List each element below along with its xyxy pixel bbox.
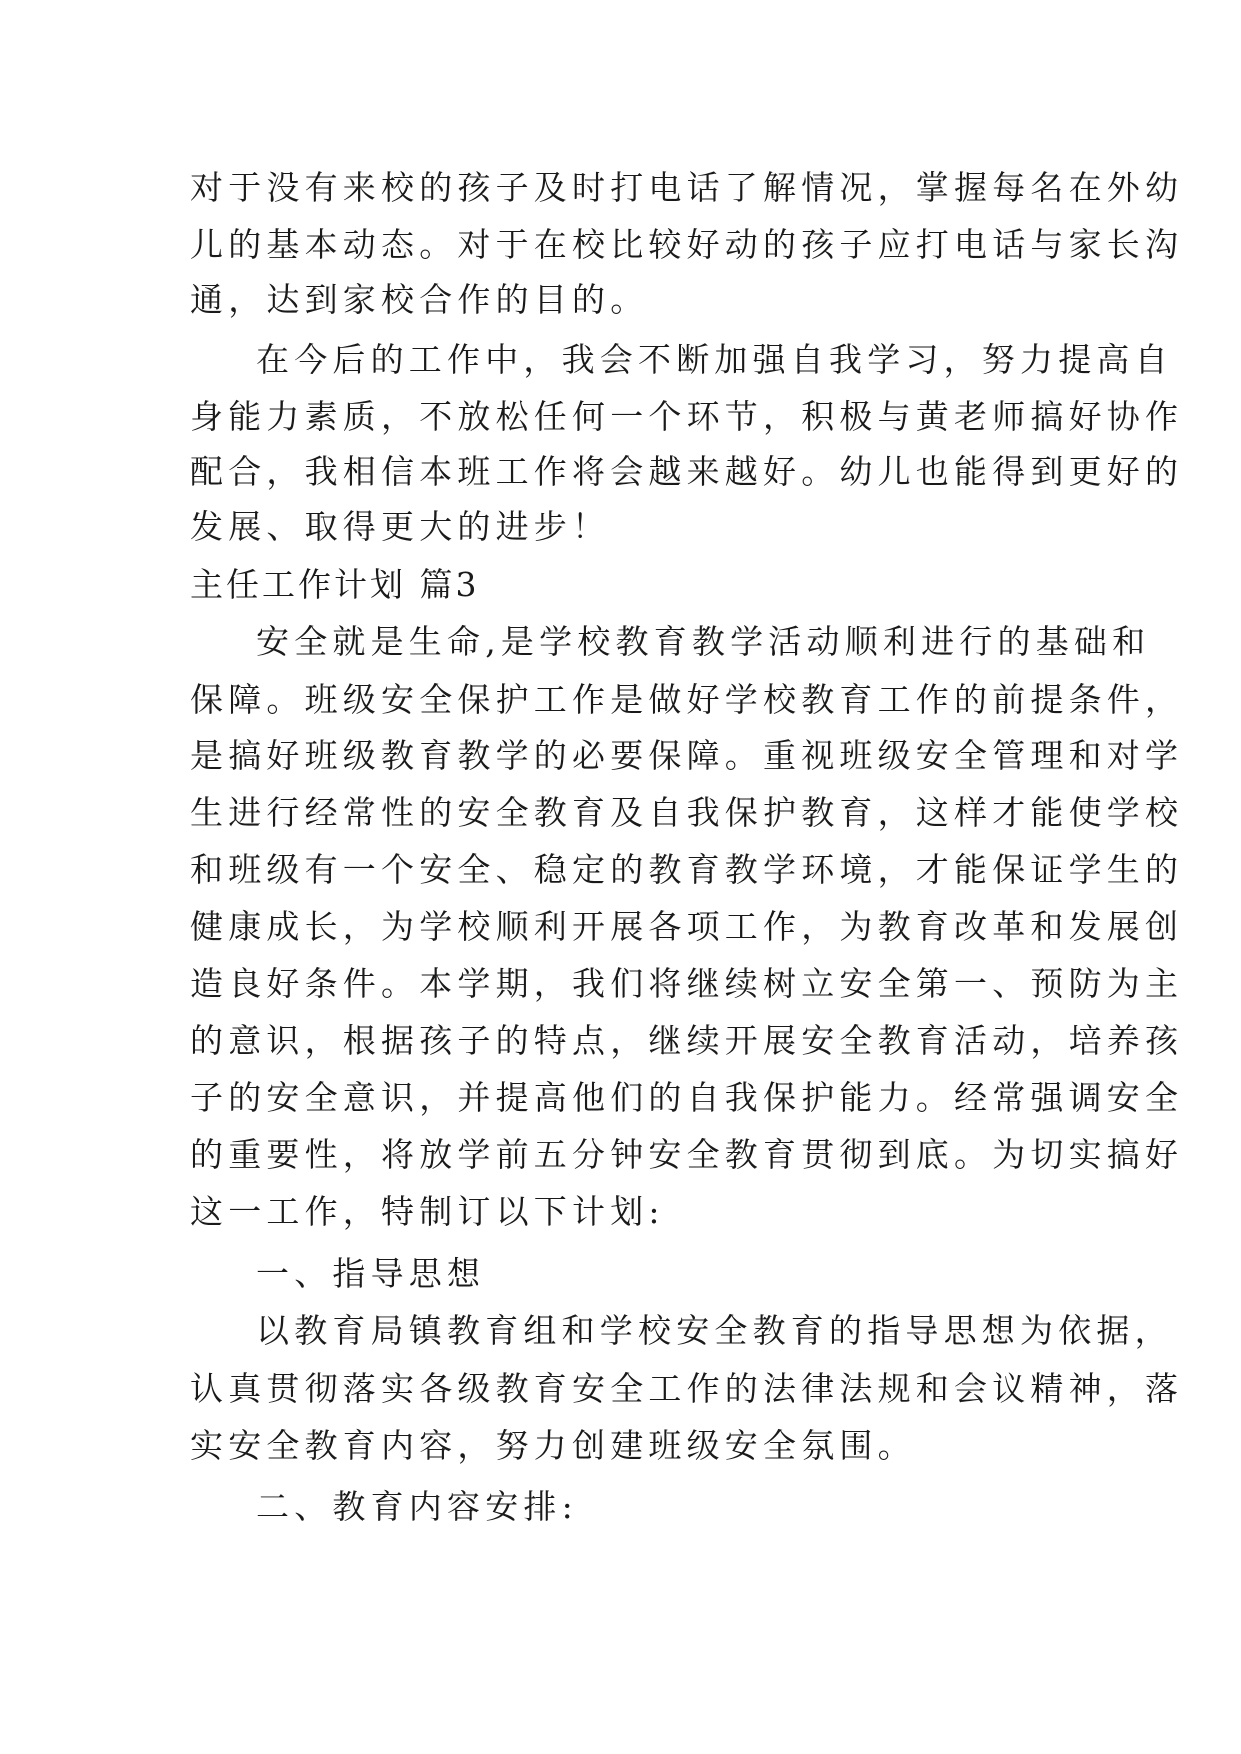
body-text-line: 和班级有一个安全、稳定的教育教学环境，才能保证学生的 (190, 850, 1184, 889)
body-text-line: 造良好条件。本学期，我们将继续树立安全第一、预防为主 (190, 964, 1184, 1003)
body-text-line: 配合，我相信本班工作将会越来越好。幼儿也能得到更好的 (190, 452, 1184, 491)
body-text-line: 对于没有来校的孩子及时打电话了解情况，掌握每名在外幼 (190, 168, 1184, 207)
section-heading: 一、指导思想 (256, 1254, 486, 1293)
body-text-line: 这一工作，特制订以下计划: (190, 1192, 665, 1231)
body-text-line: 生进行经常性的安全教育及自我保护教育，这样才能使学校 (190, 793, 1184, 832)
body-text-line: 是搞好班级教育教学的必要保障。重视班级安全管理和对学 (190, 736, 1184, 775)
paragraph-first-line: 在今后的工作中，我会不断加强自我学习，努力提高自 (256, 340, 1173, 379)
body-text-line: 发展、取得更大的进步！ (190, 507, 611, 546)
body-text-line: 的重要性，将放学前五分钟安全教育贯彻到底。为切实搞好 (190, 1135, 1184, 1174)
paragraph-first-line: 安全就是生命,是学校教育教学活动顺利进行的基础和 (256, 622, 1151, 661)
body-text-line: 保障。班级安全保护工作是做好学校教育工作的前提条件， (190, 680, 1184, 719)
section-heading: 二、教育内容安排: (256, 1487, 578, 1526)
body-text-line: 通，达到家校合作的目的。 (190, 280, 649, 319)
body-text-line: 健康成长，为学校顺利开展各项工作，为教育改革和发展创 (190, 907, 1184, 946)
body-text-line: 子的安全意识，并提高他们的自我保护能力。经常强调安全 (190, 1078, 1184, 1117)
paragraph-first-line: 以教育局镇教育组和学校安全教育的指导思想为依据， (256, 1311, 1173, 1350)
body-text-line: 认真贯彻落实各级教育安全工作的法律法规和会议精神，落 (190, 1369, 1184, 1408)
body-text-line: 儿的基本动态。对于在校比较好动的孩子应打电话与家长沟 (190, 225, 1184, 264)
body-text-line: 的意识，根据孩子的特点，继续开展安全教育活动，培养孩 (190, 1021, 1184, 1060)
body-text-line: 身能力素质，不放松任何一个环节，积极与黄老师搞好协作 (190, 397, 1184, 436)
body-text-line: 实安全教育内容，努力创建班级安全氛围。 (190, 1426, 916, 1465)
section-heading: 主任工作计划 篇3 (190, 565, 480, 604)
